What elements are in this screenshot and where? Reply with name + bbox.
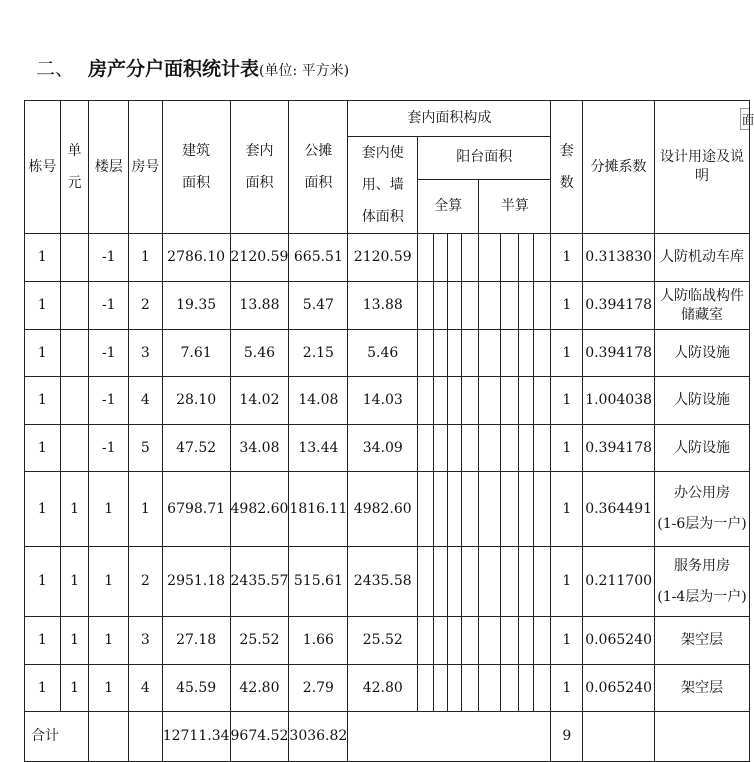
cell-usable-area: 14.03 — [348, 377, 418, 425]
cell-unit — [60, 234, 89, 282]
header-building: 栋号 — [25, 101, 61, 234]
cell-balcony-empty — [518, 377, 533, 425]
header-composition: 套内面积构成 — [348, 101, 551, 137]
cell-floor: 1 — [89, 665, 129, 712]
cell-room: 5 — [129, 425, 163, 472]
cell-balcony-empty — [433, 377, 447, 425]
cell-balcony-empty — [479, 425, 501, 472]
cell-purpose — [655, 617, 750, 665]
header-half-count: 半算 — [479, 179, 551, 233]
cell-balcony-empty — [533, 617, 551, 665]
cell-floor: 1 — [89, 472, 129, 547]
table-row — [25, 330, 750, 377]
cell-balcony-empty — [501, 377, 519, 425]
cell-sets: 1 — [551, 547, 583, 617]
cell-balcony-empty — [533, 282, 551, 330]
cell-sets: 1 — [551, 665, 583, 712]
cell-balcony-empty — [479, 665, 501, 712]
total-label: 合计 — [25, 712, 89, 762]
cell-balcony-empty — [418, 665, 434, 712]
cell-empty — [89, 712, 129, 762]
cell-balcony-empty — [479, 547, 501, 617]
cell-building: 1 — [25, 377, 61, 425]
cell-balcony-empty — [418, 425, 434, 472]
cell-coefficient: 0.394178 — [583, 330, 655, 377]
unit-note: (单位: 平方米) — [259, 63, 350, 79]
cell-usable-area: 2120.59 — [348, 234, 418, 282]
cell-building: 1 — [25, 617, 61, 665]
cell-inner-area: 34.08 — [230, 425, 289, 472]
total-gross: 12711.34 — [162, 712, 230, 762]
header-unit: 单 元 — [60, 101, 89, 234]
header-usable-wall-area: 套内使用、墙 体面积 — [348, 137, 418, 234]
header-floor: 楼层 — [89, 101, 129, 234]
cell-balcony-empty — [418, 377, 434, 425]
cell-balcony-empty — [433, 282, 447, 330]
cell-building: 1 — [25, 425, 61, 472]
cell-balcony-empty — [461, 665, 479, 712]
header-inner-area: 套内 面积 — [230, 101, 289, 234]
cell-coefficient: 0.065240 — [583, 617, 655, 665]
cell-balcony-empty — [501, 472, 519, 547]
header-balcony: 阳台面积 — [418, 137, 551, 180]
table-row — [25, 282, 750, 330]
cell-balcony-empty — [533, 234, 551, 282]
cell-balcony-empty — [447, 377, 461, 425]
cell-balcony-empty — [479, 377, 501, 425]
purpose-line: 人防设施 — [674, 439, 731, 456]
cell-floor: -1 — [89, 282, 129, 330]
cell-coefficient: 0.394178 — [583, 425, 655, 472]
cell-empty — [583, 712, 655, 762]
cell-balcony-empty — [433, 547, 447, 617]
cell-floor: -1 — [89, 377, 129, 425]
cell-empty — [129, 712, 163, 762]
cell-room: 3 — [129, 330, 163, 377]
cell-room: 4 — [129, 377, 163, 425]
header-purpose: 设计用途及说明 — [655, 101, 750, 234]
cell-gross-area: 7.61 — [162, 330, 230, 377]
cell-balcony-empty — [533, 547, 551, 617]
cell-usable-area: 2435.58 — [348, 547, 418, 617]
cell-room: 3 — [129, 617, 163, 665]
cell-balcony-empty — [479, 330, 501, 377]
cell-balcony-empty — [447, 234, 461, 282]
edge-tab-fragment: 面 — [740, 108, 750, 130]
cell-sets: 1 — [551, 330, 583, 377]
cell-balcony-empty — [461, 234, 479, 282]
purpose-note: (1-6层为一户) — [657, 516, 747, 532]
cell-unit — [60, 377, 89, 425]
cell-inner-area: 42.80 — [230, 665, 289, 712]
cell-usable-area: 5.46 — [348, 330, 418, 377]
purpose-line: 架空层 — [681, 679, 724, 696]
cell-balcony-empty — [501, 547, 519, 617]
total-inner: 9674.52 — [230, 712, 289, 762]
cell-empty — [348, 712, 551, 762]
cell-balcony-empty — [533, 665, 551, 712]
cell-shared-area: 515.61 — [289, 547, 348, 617]
table-row — [25, 377, 750, 425]
cell-balcony-empty — [418, 282, 434, 330]
header-sets: 套 数 — [551, 101, 583, 234]
cell-balcony-empty — [447, 665, 461, 712]
cell-balcony-empty — [447, 282, 461, 330]
cell-usable-area: 42.80 — [348, 665, 418, 712]
cell-balcony-empty — [461, 472, 479, 547]
cell-building: 1 — [25, 665, 61, 712]
purpose-line: 架空层 — [681, 632, 724, 648]
cell-coefficient: 0.313830 — [583, 234, 655, 282]
cell-balcony-empty — [418, 234, 434, 282]
cell-balcony-empty — [461, 282, 479, 330]
cell-gross-area: 28.10 — [162, 377, 230, 425]
cell-purpose — [655, 282, 750, 330]
cell-usable-area: 25.52 — [348, 617, 418, 665]
cell-balcony-empty — [518, 282, 533, 330]
cell-balcony-empty — [518, 472, 533, 547]
cell-balcony-empty — [433, 234, 447, 282]
cell-coefficient: 0.211700 — [583, 547, 655, 617]
cell-usable-area: 34.09 — [348, 425, 418, 472]
cell-unit — [60, 425, 89, 472]
cell-floor: -1 — [89, 234, 129, 282]
cell-unit — [60, 282, 89, 330]
cell-balcony-empty — [447, 330, 461, 377]
cell-balcony-empty — [433, 472, 447, 547]
cell-balcony-empty — [518, 547, 533, 617]
cell-balcony-empty — [433, 617, 447, 665]
header-shared-area: 公摊 面积 — [289, 101, 348, 234]
cell-balcony-empty — [479, 282, 501, 330]
cell-balcony-empty — [479, 617, 501, 665]
cell-inner-area: 2120.59 — [230, 234, 289, 282]
table-row — [25, 425, 750, 472]
header-coefficient: 分摊系数 — [583, 101, 655, 234]
area-statistics-table — [24, 100, 750, 762]
purpose-note: (1-4层为一户) — [657, 588, 747, 605]
cell-purpose — [655, 377, 750, 425]
total-sets: 9 — [551, 712, 583, 762]
cell-balcony-empty — [501, 234, 519, 282]
cell-floor: 1 — [89, 617, 129, 665]
cell-shared-area: 1.66 — [289, 617, 348, 665]
cell-inner-area: 14.02 — [230, 377, 289, 425]
cell-shared-area: 5.47 — [289, 282, 348, 330]
table-row — [25, 665, 750, 712]
cell-balcony-empty — [501, 617, 519, 665]
cell-sets: 1 — [551, 234, 583, 282]
cell-balcony-empty — [501, 665, 519, 712]
table-row — [25, 547, 750, 617]
cell-building: 1 — [25, 547, 61, 617]
cell-room: 1 — [129, 234, 163, 282]
table-title: 房产分户面积统计表 — [88, 58, 260, 80]
cell-balcony-empty — [433, 330, 447, 377]
cell-shared-area: 665.51 — [289, 234, 348, 282]
cell-balcony-empty — [518, 665, 533, 712]
cell-inner-area: 25.52 — [230, 617, 289, 665]
section-heading — [36, 54, 349, 81]
cell-purpose — [655, 425, 750, 472]
cell-building: 1 — [25, 282, 61, 330]
cell-balcony-empty — [533, 472, 551, 547]
purpose-line: 人防设施 — [674, 392, 731, 408]
cell-balcony-empty — [533, 330, 551, 377]
table-row — [25, 617, 750, 665]
cell-unit — [60, 330, 89, 377]
cell-building: 1 — [25, 234, 61, 282]
cell-balcony-empty — [501, 425, 519, 472]
cell-gross-area: 2951.18 — [162, 547, 230, 617]
cell-balcony-empty — [479, 234, 501, 282]
cell-sets: 1 — [551, 617, 583, 665]
cell-shared-area: 1816.11 — [289, 472, 348, 547]
cell-floor: 1 — [89, 547, 129, 617]
cell-floor: -1 — [89, 425, 129, 472]
cell-balcony-empty — [461, 617, 479, 665]
total-shared: 3036.82 — [289, 712, 348, 762]
header-gross-area: 建筑 面积 — [162, 101, 230, 234]
cell-inner-area: 13.88 — [230, 282, 289, 330]
purpose-line: 办公用房 — [674, 485, 731, 501]
cell-unit: 1 — [60, 547, 89, 617]
cell-balcony-empty — [518, 330, 533, 377]
cell-sets: 1 — [551, 472, 583, 547]
cell-shared-area: 2.15 — [289, 330, 348, 377]
cell-building: 1 — [25, 472, 61, 547]
cell-usable-area: 4982.60 — [348, 472, 418, 547]
cell-balcony-empty — [447, 547, 461, 617]
table-row — [25, 472, 750, 547]
cell-balcony-empty — [433, 425, 447, 472]
cell-balcony-empty — [518, 425, 533, 472]
cell-gross-area: 47.52 — [162, 425, 230, 472]
cell-sets: 1 — [551, 377, 583, 425]
cell-purpose — [655, 547, 750, 617]
cell-sets: 1 — [551, 282, 583, 330]
cell-balcony-empty — [418, 330, 434, 377]
cell-balcony-empty — [533, 425, 551, 472]
cell-balcony-empty — [533, 377, 551, 425]
cell-coefficient: 0.364491 — [583, 472, 655, 547]
cell-balcony-empty — [461, 330, 479, 377]
cell-shared-area: 14.08 — [289, 377, 348, 425]
cell-shared-area: 2.79 — [289, 665, 348, 712]
cell-balcony-empty — [418, 547, 434, 617]
cell-gross-area: 45.59 — [162, 665, 230, 712]
purpose-line: 人防临战构件储藏室 — [660, 287, 745, 323]
cell-coefficient: 1.004038 — [583, 377, 655, 425]
purpose-line: 人防设施 — [674, 344, 731, 361]
header-room: 房号 — [129, 101, 163, 234]
cell-gross-area: 27.18 — [162, 617, 230, 665]
cell-building: 1 — [25, 330, 61, 377]
cell-empty — [655, 712, 750, 762]
cell-balcony-empty — [447, 425, 461, 472]
cell-balcony-empty — [447, 472, 461, 547]
cell-shared-area: 13.44 — [289, 425, 348, 472]
cell-room: 2 — [129, 282, 163, 330]
cell-coefficient: 0.065240 — [583, 665, 655, 712]
cell-inner-area: 5.46 — [230, 330, 289, 377]
total-row — [25, 712, 750, 762]
cell-balcony-empty — [433, 665, 447, 712]
cell-balcony-empty — [461, 377, 479, 425]
cell-balcony-empty — [461, 425, 479, 472]
cell-balcony-empty — [518, 234, 533, 282]
header-full-count: 全算 — [418, 179, 479, 233]
cell-floor: -1 — [89, 330, 129, 377]
cell-balcony-empty — [461, 547, 479, 617]
cell-unit: 1 — [60, 472, 89, 547]
cell-purpose — [655, 234, 750, 282]
cell-room: 1 — [129, 472, 163, 547]
cell-gross-area: 19.35 — [162, 282, 230, 330]
cell-purpose — [655, 665, 750, 712]
cell-unit: 1 — [60, 665, 89, 712]
cell-sets: 1 — [551, 425, 583, 472]
table-row — [25, 234, 750, 282]
cell-balcony-empty — [501, 330, 519, 377]
cell-balcony-empty — [447, 617, 461, 665]
cell-balcony-empty — [518, 617, 533, 665]
cell-usable-area: 13.88 — [348, 282, 418, 330]
cell-coefficient: 0.394178 — [583, 282, 655, 330]
cell-unit: 1 — [60, 617, 89, 665]
purpose-line: 人防机动车库 — [660, 249, 745, 265]
cell-balcony-empty — [501, 282, 519, 330]
purpose-line: 服务用房 — [674, 557, 731, 574]
cell-inner-area: 2435.57 — [230, 547, 289, 617]
cell-inner-area: 4982.60 — [230, 472, 289, 547]
section-number: 二、 — [36, 58, 75, 80]
cell-balcony-empty — [418, 617, 434, 665]
cell-gross-area: 6798.71 — [162, 472, 230, 547]
cell-purpose — [655, 330, 750, 377]
cell-room: 4 — [129, 665, 163, 712]
cell-balcony-empty — [418, 472, 434, 547]
cell-purpose — [655, 472, 750, 547]
cell-balcony-empty — [479, 472, 501, 547]
cell-room: 2 — [129, 547, 163, 617]
cell-gross-area: 2786.10 — [162, 234, 230, 282]
